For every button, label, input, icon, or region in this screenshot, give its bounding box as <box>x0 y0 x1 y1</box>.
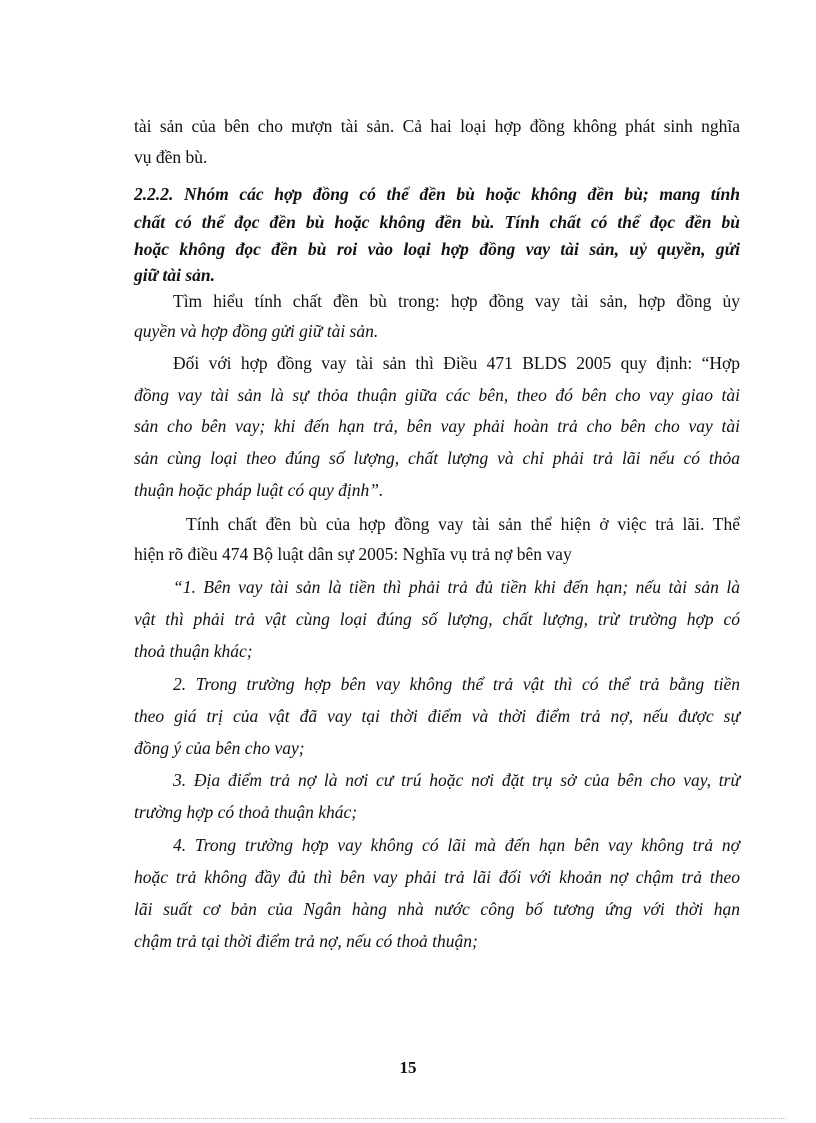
section-heading-line: hoặc không đọc đền bù roi vào loại hợp đồng vay tài sản, uỷ quyền, gửi <box>134 239 740 259</box>
section-heading-line: chất có thể đọc đền bù hoặc không đền bù. Tính chất có thể đọc đền bù <box>134 212 740 232</box>
paragraph-line: Tìm hiểu tính chất đền bù trong: hợp đồng vay tài sản, hợp đồng ủy <box>173 291 740 311</box>
paragraph-line: hiện rõ điều 474 Bộ luật dân sự 2005: Nghĩa vụ trả nợ bên vay <box>134 544 572 564</box>
paragraph-line: Tính chất đền bù của hợp đồng vay tài sản thể hiện ở việc trả lãi. Thể <box>186 514 740 534</box>
page-bottom-divider <box>30 1118 786 1119</box>
quote-line: đồng vay tài sản là sự thỏa thuận giữa các bên, theo đó bên cho vay giao tài <box>134 385 740 405</box>
quote-line: chậm trả tại thời điểm trả nợ, nếu có thoả thuận; <box>134 931 478 951</box>
quote-line: sản cùng loại theo đúng số lượng, chất lượng và chỉ phải trả lãi nếu có thỏa <box>134 448 740 468</box>
quote-line: trường hợp có thoả thuận khác; <box>134 802 358 822</box>
quote-line: thoả thuận khác; <box>134 641 253 661</box>
quote-line: thuận hoặc pháp luật có quy định”. <box>134 480 384 500</box>
quote-line: lãi suất cơ bản của Ngân hàng nhà nước công bố tương ứng với thời hạn <box>134 899 740 919</box>
section-heading-line: giữ tài sản. <box>134 265 215 285</box>
quote-line: 4. Trong trường hợp vay không có lãi mà đến hạn bên vay không trả nợ <box>173 835 740 855</box>
paragraph-line: tài sản của bên cho mượn tài sản. Cả hai loại hợp đồng không phát sinh nghĩa <box>134 116 740 136</box>
quote-line: 2. Trong trường hợp bên vay không thể trả vật thì có thể trả bằng tiền <box>173 674 740 694</box>
quote-line: đồng ý của bên cho vay; <box>134 738 305 758</box>
paragraph-line: quyền và hợp đồng gửi giữ tài sản. <box>134 321 379 341</box>
paragraph-line: vụ đền bù. <box>134 147 208 167</box>
section-heading-line: 2.2.2. Nhóm các hợp đồng có thể đền bù hoặc không đền bù; mang tính <box>134 184 740 204</box>
quote-line: “1. Bên vay tài sản là tiền thì phải trả đủ tiền khi đến hạn; nếu tài sản là <box>173 577 740 597</box>
quote-line: 3. Địa điểm trả nợ là nơi cư trú hoặc nơi đặt trụ sở của bên cho vay, trừ <box>173 770 740 790</box>
page-number: 15 <box>399 1058 417 1077</box>
quote-line: vật thì phải trả vật cùng loại đúng số lượng, chất lượng, trừ trường hợp có <box>134 609 740 629</box>
quote-line: theo giá trị của vật đã vay tại thời điểm và thời điểm trả nợ, nếu được sự <box>134 706 740 726</box>
quote-line: hoặc trả không đầy đủ thì bên vay phải trả lãi đối với khoản nợ chậm trả theo <box>134 867 740 887</box>
quote-line: sản cho bên vay; khi đến hạn trả, bên vay phải hoàn trả cho bên cho vay tài <box>134 416 740 436</box>
paragraph-line: Đối với hợp đồng vay tài sản thì Điều 471 BLDS 2005 quy định: “Hợp <box>173 353 740 373</box>
